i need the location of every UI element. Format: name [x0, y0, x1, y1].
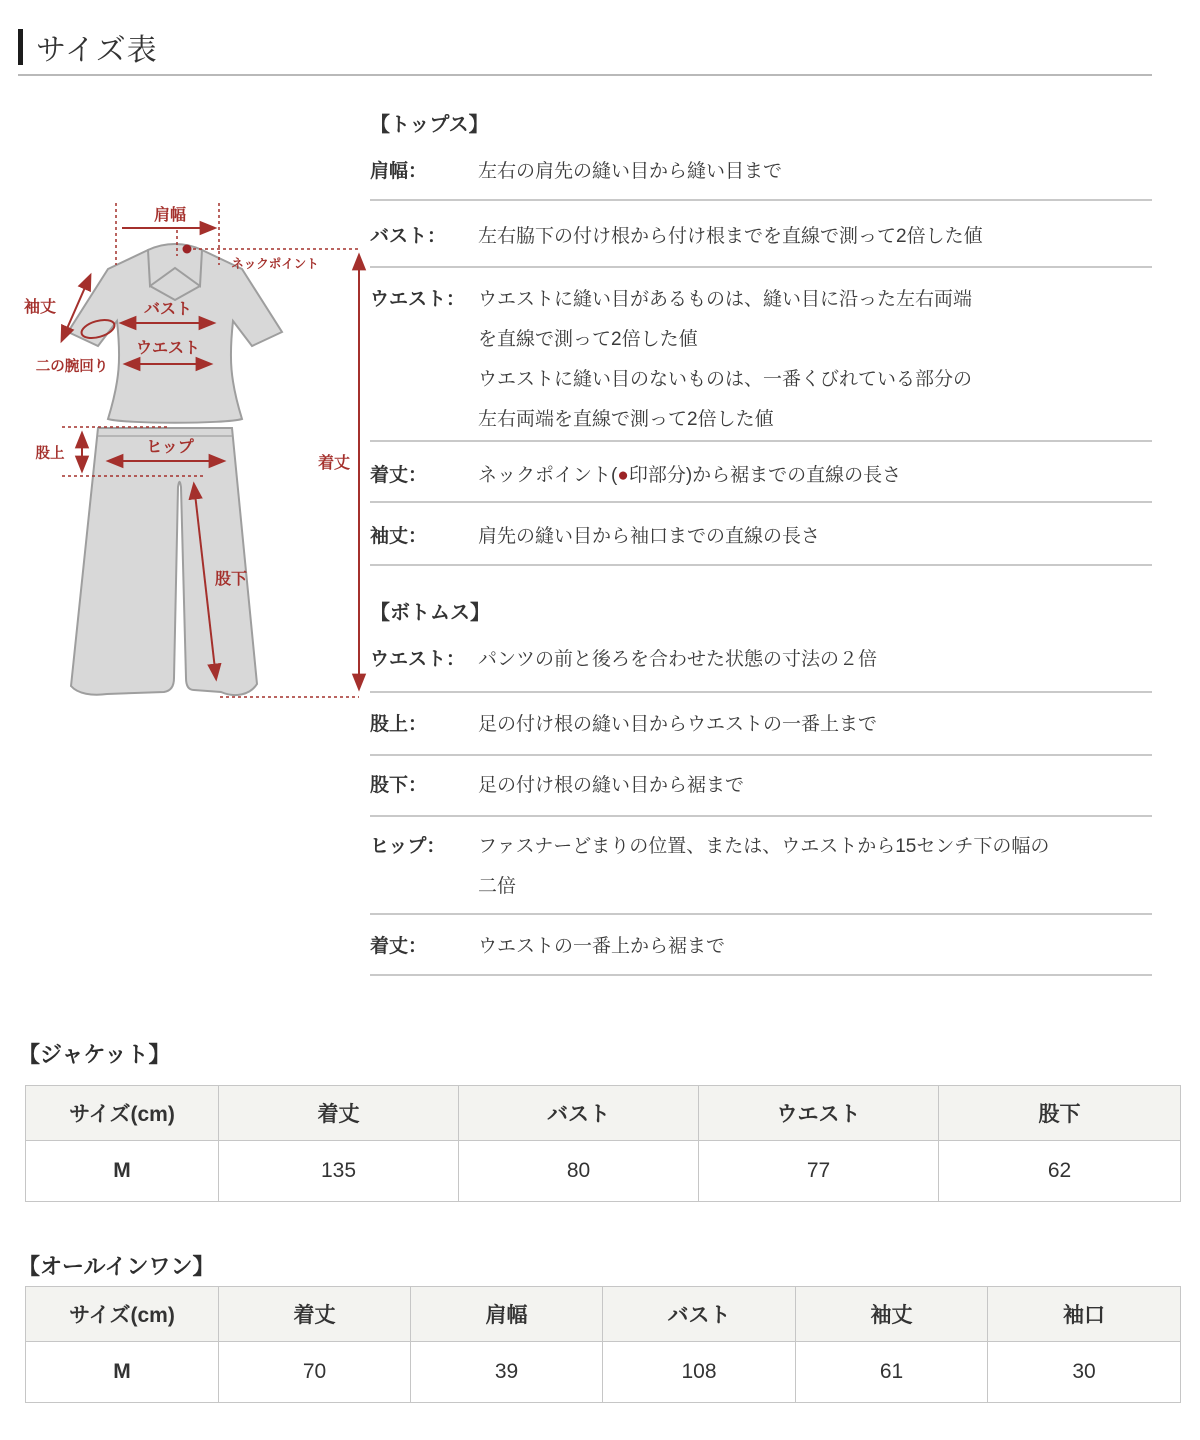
def-line: ウエストに縫い目があるものは、縫い目に沿った左右両端 — [478, 289, 973, 310]
table-header-row — [26, 1287, 1181, 1342]
term-length-bottom: 着丈： — [370, 936, 428, 957]
diagram-label-neck-point: ネックポイント — [231, 257, 319, 271]
diagram-label-rise: 股上 — [35, 446, 65, 462]
def-waist-bottom: パンツの前と後ろを合わせた状態の寸法の２倍 — [478, 649, 878, 670]
diagram-label-upper-arm: 二の腕回り — [35, 359, 109, 375]
col-header-length: 着丈 — [219, 1287, 411, 1342]
table-header-row — [26, 1086, 1181, 1141]
desc-row-waist-top — [370, 268, 1152, 442]
cell-shoulder: 39 — [411, 1342, 603, 1403]
term-sleeve: 袖丈： — [370, 526, 428, 547]
def-bust: 左右脇下の付け根から付け根までを直線で測って2倍した値 — [478, 226, 983, 247]
term-hip: ヒップ： — [370, 836, 446, 857]
cell-size: M — [26, 1141, 219, 1202]
cell-size: M — [26, 1342, 219, 1403]
col-header-size: サイズ(cm) — [26, 1086, 219, 1141]
col-header-bust: バスト — [603, 1287, 796, 1342]
measurement-diagram — [10, 190, 370, 710]
desc-row-shoulder — [370, 138, 1152, 201]
term-inseam: 股下： — [370, 775, 428, 796]
def-shoulder: 左右の肩先の縫い目から縫い目まで — [478, 161, 783, 182]
allinone-table-title: 【オールインワン】 — [18, 1254, 215, 1279]
def-sleeve: 肩先の縫い目から袖口までの直線の長さ — [478, 526, 821, 547]
desc-row-length-top — [370, 442, 1152, 503]
diagram-label-bust: バスト — [143, 301, 193, 318]
page-title-text: サイズ表 — [36, 34, 158, 67]
term-length-top: 着丈： — [370, 465, 428, 486]
def-text: ネックポイント( — [478, 465, 618, 486]
def-line: を直線で測って2倍した値 — [478, 329, 698, 350]
col-header-length: 着丈 — [219, 1086, 459, 1141]
col-header-cuff: 袖口 — [988, 1287, 1181, 1342]
def-length-bottom: ウエストの一番上から裾まで — [478, 936, 726, 957]
def-hip — [478, 827, 1152, 907]
jacket-table-title: 【ジャケット】 — [18, 1042, 171, 1067]
desc-row-length-bottom — [370, 915, 1152, 976]
term-shoulder: 肩幅： — [370, 161, 428, 182]
desc-row-inseam — [370, 756, 1152, 817]
desc-row-hip — [370, 817, 1152, 915]
term-rise: 股上： — [370, 714, 428, 735]
col-header-inseam: 股下 — [939, 1086, 1181, 1141]
diagram-label-shoulder: 肩幅 — [153, 207, 187, 224]
def-length-top — [478, 462, 1152, 489]
title-accent-bar — [18, 29, 23, 65]
def-inseam: 足の付け根の縫い目から裾まで — [478, 775, 745, 796]
title-divider — [18, 74, 1152, 76]
section-heading-tops: 【トップス】 — [370, 114, 489, 136]
def-text: 印部分)から裾までの直線の長さ — [628, 465, 902, 486]
allinone-size-table — [25, 1286, 1181, 1403]
col-header-waist: ウエスト — [699, 1086, 939, 1141]
def-line: 二倍 — [478, 876, 517, 897]
def-line: 左右両端を直線で測って2倍した値 — [478, 409, 774, 430]
section-heading-bottoms: 【ボトムス】 — [370, 602, 490, 624]
table-row — [26, 1141, 1181, 1202]
desc-row-waist-bottom — [370, 626, 1152, 693]
term-waist-bottom: ウエスト： — [370, 649, 466, 670]
col-header-sleeve: 袖丈 — [796, 1287, 988, 1342]
col-header-size: サイズ(cm) — [26, 1287, 219, 1342]
jacket-size-table — [25, 1085, 1181, 1202]
desc-row-rise — [370, 693, 1152, 756]
cell-length: 135 — [219, 1141, 459, 1202]
diagram-label-length: 着丈 — [317, 455, 351, 472]
page-title — [18, 26, 158, 68]
def-line: ウエストに縫い目のないものは、一番くびれている部分の — [478, 369, 973, 390]
red-dot-icon: ● — [617, 465, 629, 486]
diagram-label-waist: ウエスト — [135, 340, 201, 357]
def-line: ファスナーどまりの位置、または、ウエストから15センチ下の幅の — [478, 836, 1050, 857]
table-row — [26, 1342, 1181, 1403]
desc-row-sleeve — [370, 503, 1152, 566]
term-waist-top: ウエスト： — [370, 289, 466, 310]
col-header-shoulder: 肩幅 — [411, 1287, 603, 1342]
cell-sleeve: 61 — [796, 1342, 988, 1403]
diagram-label-sleeve: 袖丈 — [23, 299, 57, 316]
cell-cuff: 30 — [988, 1342, 1181, 1403]
neck-point-dot-icon — [183, 245, 192, 254]
measurement-descriptions — [370, 112, 1152, 976]
term-bust: バスト： — [370, 226, 447, 247]
cell-bust: 80 — [459, 1141, 699, 1202]
def-rise: 足の付け根の縫い目からウエストの一番上まで — [478, 714, 878, 735]
cell-waist: 77 — [699, 1141, 939, 1202]
cell-length: 70 — [219, 1342, 411, 1403]
cell-inseam: 62 — [939, 1141, 1181, 1202]
cell-bust: 108 — [603, 1342, 796, 1403]
def-waist-top — [478, 280, 1152, 440]
col-header-bust: バスト — [459, 1086, 699, 1141]
pants-illustration — [71, 428, 257, 695]
diagram-label-hip: ヒップ — [146, 439, 194, 456]
desc-row-bust — [370, 201, 1152, 268]
diagram-label-inseam: 股下 — [214, 571, 248, 588]
